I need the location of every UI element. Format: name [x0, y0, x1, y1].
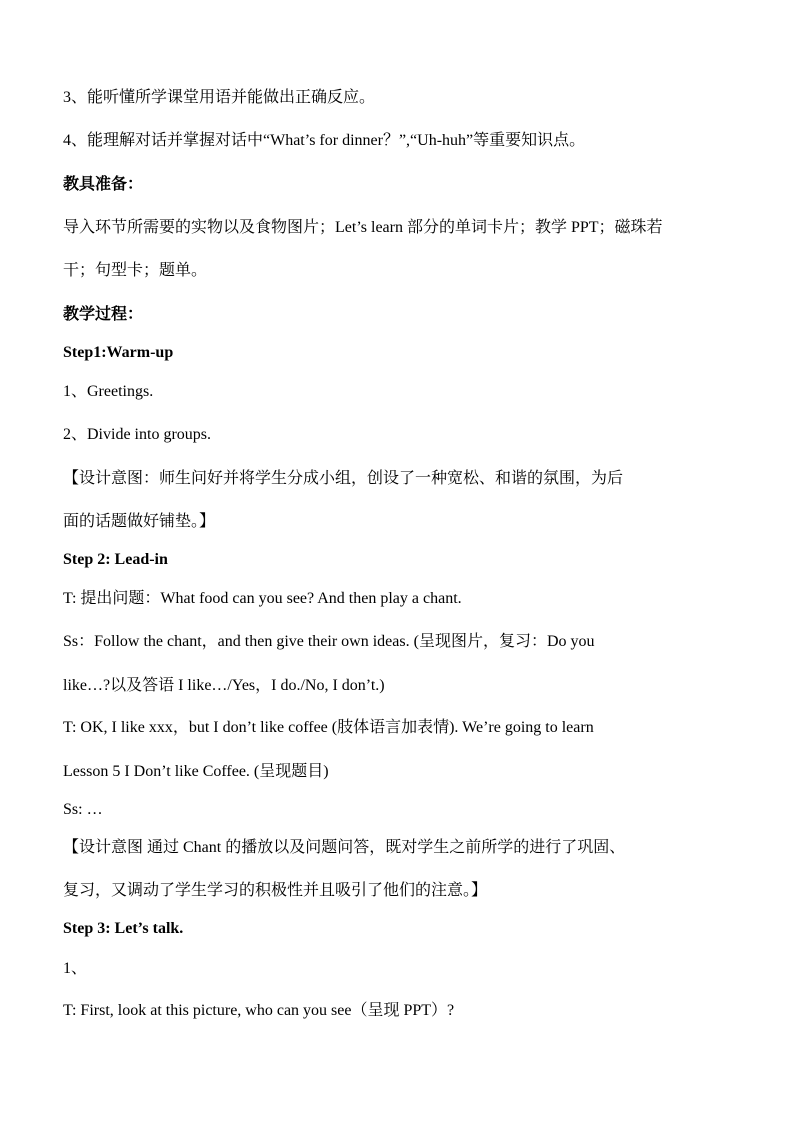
- objective-3: 3、能听懂所学课堂用语并能做出正确反应。: [63, 89, 376, 106]
- materials-paragraph-line-1: 导入环节所需要的实物以及食物图片；Let’s learn 部分的单词卡片；教学 PPT；磁珠若: [63, 219, 663, 236]
- materials-paragraph-line-2: 干；句型卡；题单。: [63, 262, 208, 279]
- objective-4: 4、能理解对话并掌握对话中“What’s for dinner？”,“Uh-huh”等重要知识点。: [63, 132, 586, 149]
- step-2-students-response: Ss: …: [63, 801, 103, 818]
- step-2-heading: Step 2: Lead-in: [63, 551, 168, 568]
- step-1-item-2: 2、Divide into groups.: [63, 426, 211, 443]
- step-1-item-1: 1、Greetings.: [63, 383, 154, 400]
- section-heading-process: 教学过程：: [63, 306, 144, 323]
- design-intent-2-line-2: 复习，又调动了学生学习的积极性并且吸引了他们的注意。】: [63, 882, 488, 899]
- step-2-teacher-line-3: Lesson 5 I Don’t like Coffee. (呈现题目): [63, 763, 329, 780]
- design-intent-2-line-1: 【设计意图 通过 Chant 的播放以及问题问答，既对学生之前所学的进行了巩固、: [63, 839, 626, 856]
- step-1-heading: Step1:Warm-up: [63, 344, 174, 361]
- design-intent-1-line-1: 【设计意图：师生问好并将学生分成小组，创设了一种宽松、和谐的氛围，为后: [63, 470, 624, 487]
- step-2-teacher-line-2: T: OK, I like xxx，but I don’t like coffee (肢体语言加表情). We’re going to learn: [63, 719, 594, 736]
- step-3-heading: Step 3: Let’s talk.: [63, 920, 184, 937]
- step-2-teacher-line-1: T: 提出问题：What food can you see? And then play a chant.: [63, 590, 462, 607]
- design-intent-1-line-2: 面的话题做好铺垫。】: [63, 513, 216, 530]
- step-2-students-line-2: like…?以及答语 I like…/Yes，I do./No, I don’t.): [63, 677, 385, 694]
- section-heading-materials: 教具准备：: [63, 176, 144, 193]
- step-3-item-1: 1、: [63, 960, 88, 977]
- step-3-teacher-line-1: T: First, look at this picture, who can you see（呈现 PPT）?: [63, 1002, 455, 1019]
- step-2-students-line-1: Ss：Follow the chant，and then give their own ideas. (呈现图片，复习：Do you: [63, 633, 595, 650]
